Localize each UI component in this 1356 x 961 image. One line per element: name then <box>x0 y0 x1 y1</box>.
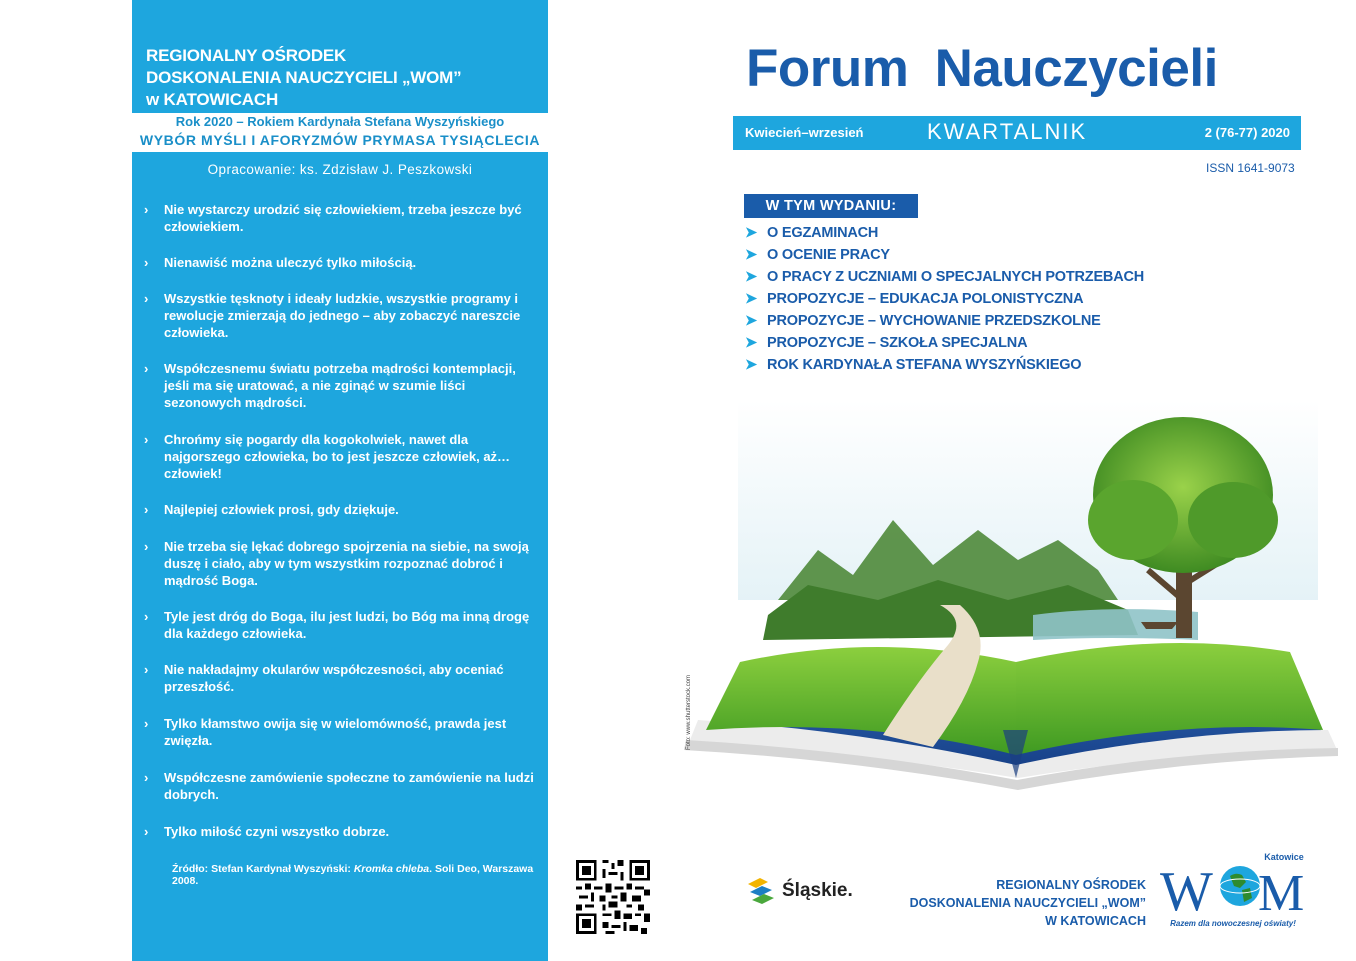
list-item <box>144 823 536 840</box>
list-item <box>144 290 536 341</box>
toc-item <box>745 247 890 263</box>
toc-item-label: PROPOZYCJE – SZKOŁA SPECJALNA <box>767 335 1028 351</box>
list-item <box>144 608 536 642</box>
arrow-right-icon: ➤ <box>745 247 757 263</box>
chevron-right-icon: › <box>144 770 149 785</box>
list-item <box>144 661 536 695</box>
arrow-right-icon: ➤ <box>745 357 757 373</box>
chevron-right-icon: › <box>144 432 149 447</box>
year-title: Rok 2020 – Rokiem Kardynała Stefana Wyszyńskiego <box>175 114 505 129</box>
chevron-right-icon: › <box>144 662 149 677</box>
issue-info-bar <box>733 116 1301 150</box>
chevron-right-icon: › <box>144 502 149 517</box>
issue-period: Kwiecień–wrzesień <box>745 125 864 140</box>
quote-text: Nie trzeba się lękać dobrego spojrzenia na siebie, na swoją duszę i ciało, aby w tym wszystkim rozpoznać dobroć i mądrość Boga. <box>164 539 529 588</box>
issn: ISSN 1641-9073 <box>1206 161 1295 175</box>
quote-text: Chrońmy się pogardy dla kogokolwiek, nawet dla najgorszego człowieka, bo to jest jeszcze człowiek, aż… człowiek! <box>164 432 511 481</box>
arrow-right-icon: ➤ <box>745 313 757 329</box>
slaskie-logo-text: Śląskie. <box>782 880 853 901</box>
publisher-block <box>880 876 1146 930</box>
list-item <box>144 201 536 235</box>
compiler-credit: Opracowanie: ks. Zdzisław J. Peszkowski <box>207 162 473 177</box>
magazine-title: Forum Nauczycieli <box>746 39 1218 98</box>
list-item <box>144 254 536 271</box>
wom-logo-letter-m: M <box>1258 865 1305 922</box>
toc-item-label: PROPOZYCJE – WYCHOWANIE PRZEDSZKOLNE <box>767 313 1101 329</box>
quote-text: Nienawiść można uleczyć tylko miłością. <box>164 255 417 270</box>
book-landscape-illustration <box>678 400 1338 830</box>
arrow-right-icon: ➤ <box>745 225 757 241</box>
list-item <box>144 360 536 411</box>
source-suffix: . Soli Deo, Warszawa 2008. <box>172 863 534 887</box>
arrow-right-icon: ➤ <box>745 291 757 307</box>
wom-logo <box>1160 842 1306 932</box>
toc-item <box>745 269 1144 285</box>
wom-logo-city: Katowice <box>1264 852 1304 862</box>
toc-item <box>745 357 1081 373</box>
list-item <box>144 769 536 803</box>
slaskie-logo-icon <box>746 876 778 906</box>
quote-text: Współczesne zamówienie społeczne to zamówienie na ludzi dobrych. <box>164 770 534 802</box>
in-this-issue-label: W TYM WYDANIU: <box>744 194 918 218</box>
collection-band <box>132 113 548 152</box>
chevron-right-icon: › <box>144 361 149 376</box>
arrow-right-icon: ➤ <box>745 335 757 351</box>
publisher-line-3: W KATOWICACH <box>1045 914 1146 928</box>
chevron-right-icon: › <box>144 539 149 554</box>
source-book-title: Kromka chleba <box>353 863 430 875</box>
quote-text: Tylko miłość czyni wszystko dobrze. <box>164 824 390 839</box>
chevron-right-icon: › <box>144 609 149 624</box>
issue-number: 2 (76-77) 2020 <box>1204 125 1290 140</box>
frequency-label: KWARTALNIK <box>927 119 1088 144</box>
back-cover <box>132 0 548 961</box>
photo-credit: Foto: www.shutterstock.com <box>686 674 692 750</box>
toc-item-label: O EGZAMINACH <box>767 225 879 241</box>
wom-globe-icon <box>1220 866 1260 906</box>
chevron-right-icon: › <box>144 716 149 731</box>
toc-item <box>745 225 878 241</box>
arrow-right-icon: ➤ <box>745 269 757 285</box>
list-item <box>144 501 536 518</box>
collection-title: WYBÓR MYŚLI I AFORYZMÓW PRYMASA TYSIĄCLECIA <box>139 132 541 148</box>
quote-text: Tyle jest dróg do Boga, ilu jest ludzi, bo Bóg ma inną drogę dla każdego człowieka. <box>164 609 530 641</box>
wom-logo-tagline: Razem dla nowoczesnej oświaty! <box>1170 919 1296 928</box>
quote-text: Nie wystarczy urodzić się człowiekiem, trzeba jeszcze być człowiekiem. <box>164 202 522 234</box>
toc-item <box>745 313 1101 329</box>
list-item <box>144 538 536 589</box>
list-item <box>144 715 536 749</box>
toc-item <box>745 291 1083 307</box>
quote-text: Wszystkie tęsknoty i ideały ludzkie, wszystkie programy i rewolucje zmierzają do jednego – aby zobaczyć nareszcie człowieka. <box>164 291 521 340</box>
chevron-right-icon: › <box>144 291 149 306</box>
quote-text: Współczesnemu światu potrzeba mądrości kontemplacji, jeśli ma się uratować, a nie zginąć w szumie liści sezonowych mądrości. <box>164 361 516 410</box>
quote-text: Nie nakładajmy okularów współczesności, aby oceniać przeszłość. <box>164 662 504 694</box>
chevron-right-icon: › <box>144 202 149 217</box>
institution-header <box>132 0 548 113</box>
source-citation <box>172 863 542 887</box>
toc-item-label: PROPOZYCJE – EDUKACJA POLONISTYCZNA <box>767 291 1084 307</box>
publisher-line-2: DOSKONALENIA NAUCZYCIELI „WOM” <box>909 896 1146 910</box>
chevron-right-icon: › <box>144 824 149 839</box>
quote-text: Najlepiej człowiek prosi, gdy dziękuje. <box>164 502 399 517</box>
source-prefix: Źródło: Stefan Kardynał Wyszyński: <box>172 863 354 875</box>
toc-item <box>745 335 1027 351</box>
qr-code-icon <box>576 860 650 934</box>
wom-logo-letter-w: W <box>1160 861 1213 923</box>
toc-item-label: O PRACY Z UCZNIAMI O SPECJALNYCH POTRZEBACH <box>767 269 1145 285</box>
toc-item-label: ROK KARDYNAŁA STEFANA WYSZYŃSKIEGO <box>767 357 1082 373</box>
list-item <box>144 431 536 482</box>
publisher-line-1: REGIONALNY OŚRODEK <box>996 878 1146 892</box>
toc-item-label: O OCENIE PRACY <box>767 247 890 263</box>
institution-line-1: REGIONALNY OŚRODEK <box>146 46 347 65</box>
chevron-right-icon: › <box>144 255 149 270</box>
institution-line-3: w KATOWICACH <box>146 90 279 109</box>
quote-text: Tylko kłamstwo owija się w wielomówność, prawda jest zwięzła. <box>164 716 507 748</box>
institution-line-2: DOSKONALENIA NAUCZYCIELI „WOM” <box>146 68 462 87</box>
